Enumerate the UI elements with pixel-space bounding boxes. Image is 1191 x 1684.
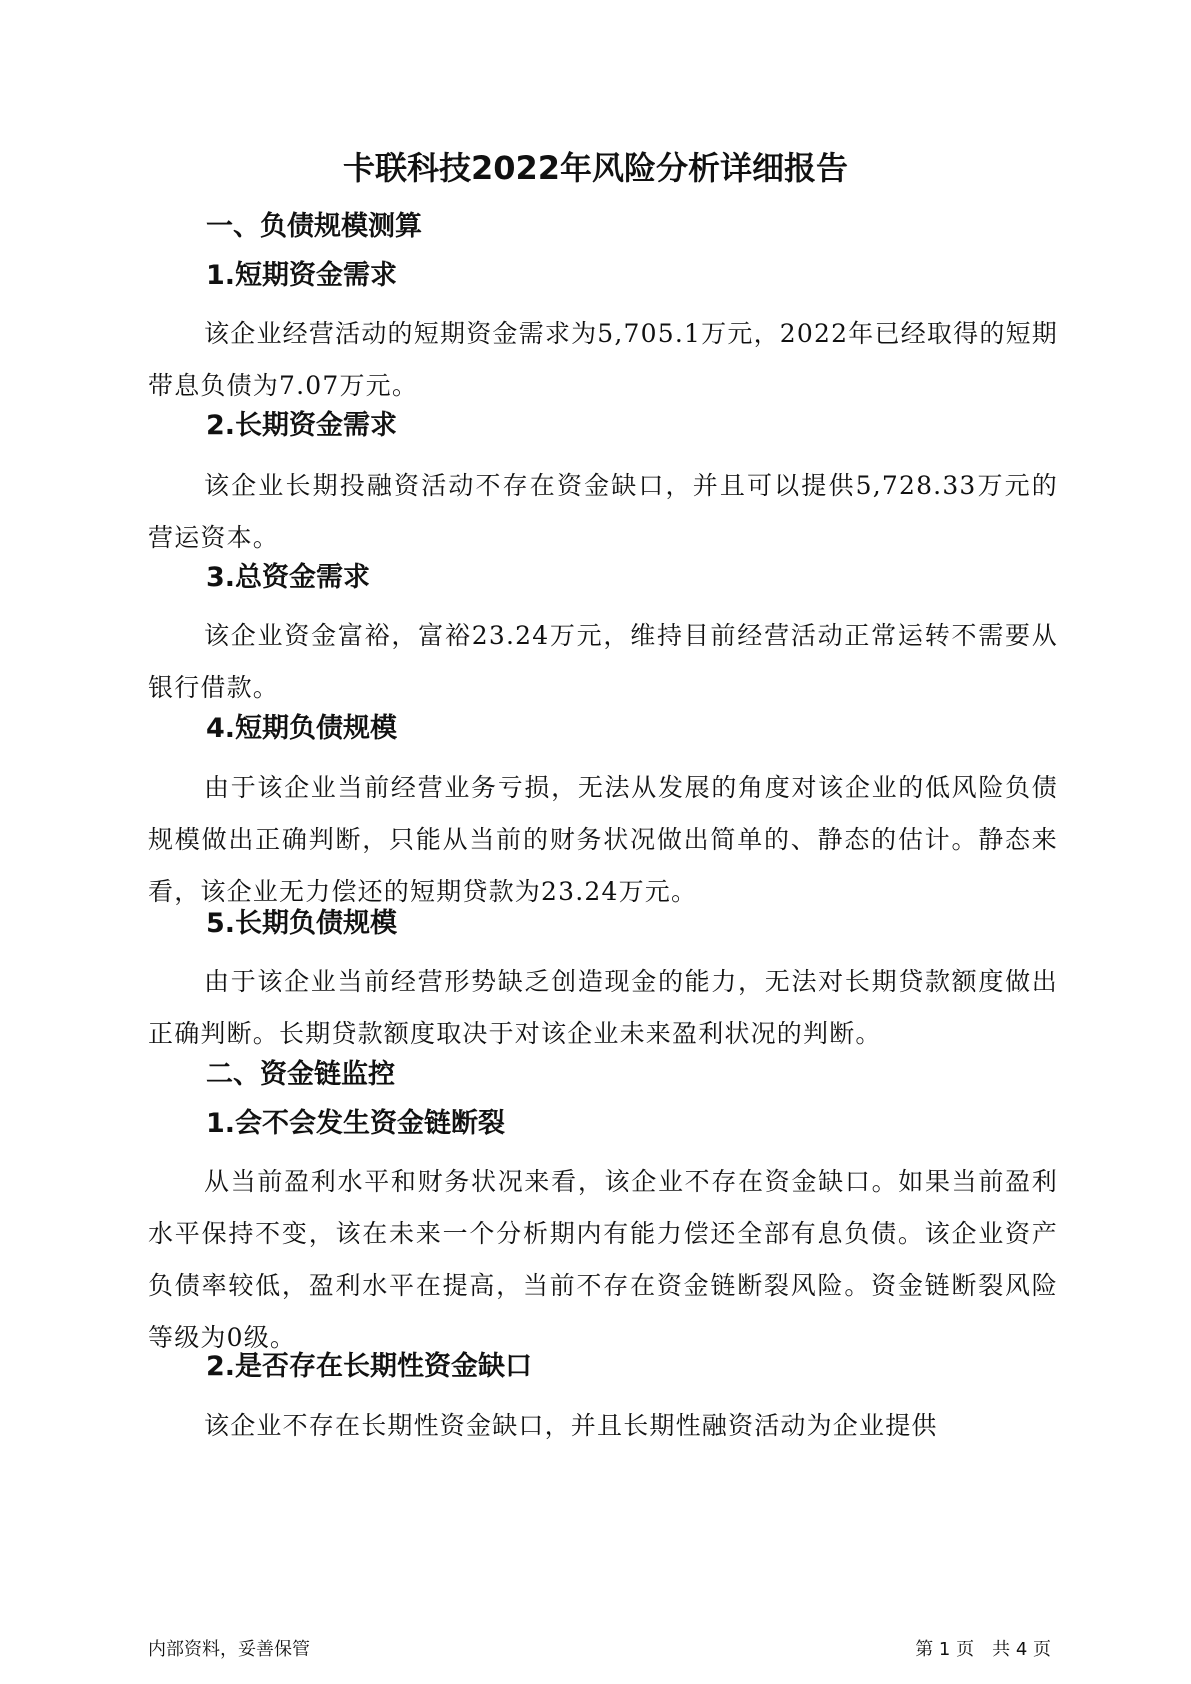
section-heading-cash-chain: 二、资金链监控 (206, 1059, 395, 1090)
subsection-heading-long-term-debt: 5.长期负债规模 (206, 908, 398, 939)
paragraph-short-term-debt: 由于该企业当前经营业务亏损，无法从发展的角度对该企业的低风险负债规模做出正确判断，只能从当前的财务状况做出简单的、静态的估计。静态来看，该企业无力偿还的短期贷款为23.24万元。 (148, 773, 1058, 906)
subsection-heading-chain-break: 1.会不会发生资金链断裂 (206, 1108, 506, 1139)
subsection-heading-long-term-need: 2.长期资金需求 (206, 410, 398, 441)
paragraph-long-term-debt: 由于该企业当前经营形势缺乏创造现金的能力，无法对长期贷款额度做出正确判断。长期贷款额度取决于对该企业未来盈利状况的判断。 (148, 967, 1058, 1048)
paragraph-short-term-need: 该企业经营活动的短期资金需求为5,705.1万元，2022年已经取得的短期带息负债为7.07万元。 (148, 319, 1058, 400)
footer-confidential-note: 内部资料，妥善保管 (148, 1639, 310, 1660)
paragraph-long-term-gap: 该企业不存在长期性资金缺口，并且长期性融资活动为企业提供 (204, 1411, 938, 1440)
subsection-heading-short-term-debt: 4.短期负债规模 (206, 713, 398, 744)
paragraph-total-need: 该企业资金富裕，富裕23.24万元，维持目前经营活动正常运转不需要从银行借款。 (148, 621, 1058, 702)
paragraph-long-term-need: 该企业长期投融资活动不存在资金缺口，并且可以提供5,728.33万元的营运资本。 (148, 471, 1058, 552)
subsection-heading-short-term-need: 1.短期资金需求 (206, 260, 398, 291)
document-title: 卡联科技2022年风险分析详细报告 (342, 149, 849, 187)
section-heading-debt-scale: 一、负债规模测算 (206, 211, 422, 242)
paragraph-chain-break: 从当前盈利水平和财务状况来看，该企业不存在资金缺口。如果当前盈利水平保持不变，该在未来一个分析期内有能力偿还全部有息负债。该企业资产负债率较低，盈利水平在提高，当前不存在资金链断裂风险。资金链断裂风险等级为0级。 (148, 1167, 1058, 1352)
subsection-heading-total-need: 3.总资金需求 (206, 562, 371, 593)
subsection-heading-long-term-gap: 2.是否存在长期性资金缺口 (206, 1351, 533, 1382)
footer-page-number: 第 1 页 共 4 页 (915, 1639, 1051, 1660)
